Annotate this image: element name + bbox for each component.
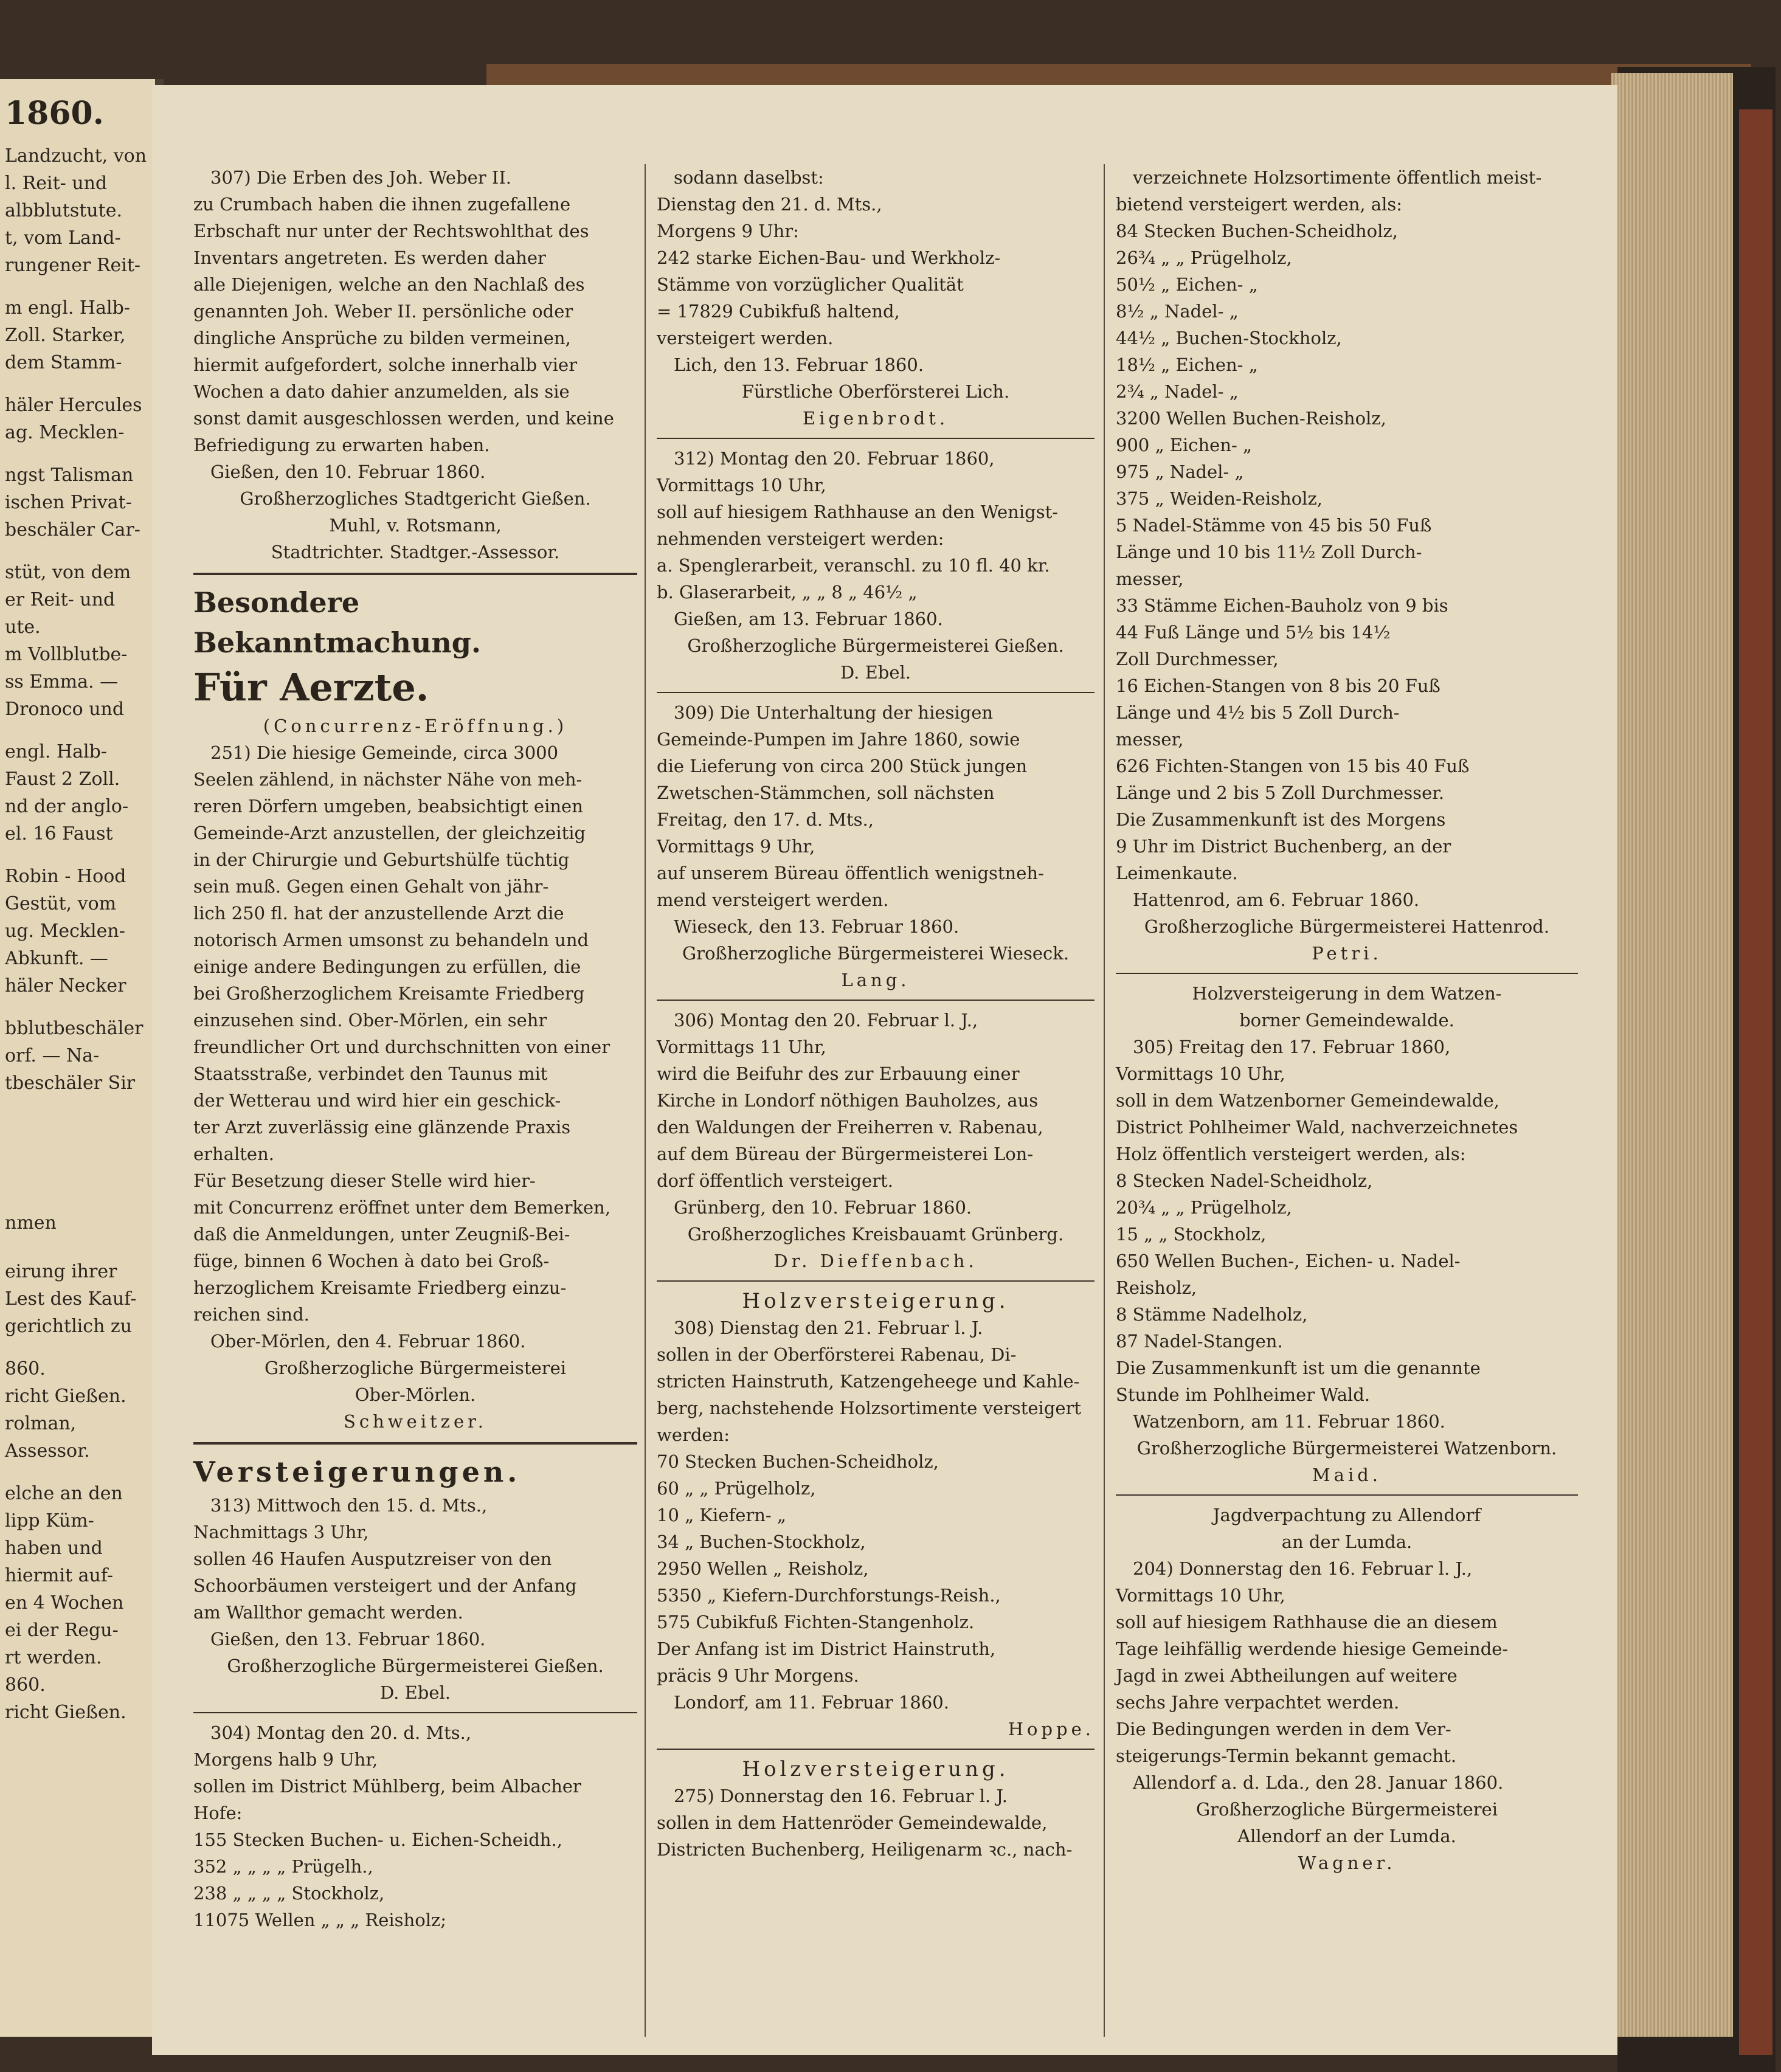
text-line: 44 Fuß Länge und 5½ bis 14½ xyxy=(1116,622,1391,643)
notice-309-signer: Lang. xyxy=(841,970,910,990)
left-page-text-line: rungener Reit- xyxy=(5,255,141,276)
left-page-text-line: Dronoco und xyxy=(5,699,125,720)
text-line: Morgens 9 Uhr: xyxy=(657,221,799,241)
text-line: zu Crumbach haben die ihnen zugefallene xyxy=(193,194,571,215)
text-line: 900 „ Eichen- „ xyxy=(1116,435,1253,455)
separator xyxy=(657,1749,1095,1750)
left-page-text-line: bblutbeschäler xyxy=(5,1018,144,1039)
notice-309 xyxy=(657,699,1095,913)
left-page-fragment xyxy=(0,79,164,2037)
left-page-text-line: t, vom Land- xyxy=(5,227,121,249)
notice-307-authority: Großherzogliches Stadtgericht Gießen. xyxy=(240,488,591,509)
text-line: notorisch Armen umsonst zu behandeln und xyxy=(193,930,589,950)
notice-305-authority: Großherzogliche Bürgermeisterei Watzenborn. xyxy=(1136,1438,1557,1459)
text-line: sonst damit ausgeschlossen werden, und keine xyxy=(193,408,614,429)
text-line: sein muß. Gegen einen Gehalt von jähr- xyxy=(193,876,549,897)
notice-251-authority: Großherzogliche Bürgermeisterei xyxy=(264,1358,567,1378)
text-line: 275) Donnerstag den 16. Februar l. J. xyxy=(674,1786,1008,1806)
text-line: dingliche Ansprüche zu bilden vermeinen, xyxy=(193,328,571,348)
left-page-text-line: rolman, xyxy=(5,1413,77,1434)
watzenborn-heading-line2: borner Gemeindewalde. xyxy=(1239,1010,1454,1031)
text-line: verzeichnete Holzsortimente öffentlich meist- xyxy=(1133,167,1542,188)
text-line: 975 „ Nadel- „ xyxy=(1116,461,1244,482)
text-line: 304) Montag den 20. d. Mts., xyxy=(210,1722,472,1743)
text-line: 309) Die Unterhaltung der hiesigen xyxy=(674,702,994,723)
text-line: steigerungs-Termin bekannt gemacht. xyxy=(1116,1746,1457,1766)
text-line: herzoglichem Kreisamte Friedberg einzu- xyxy=(193,1277,567,1298)
column-divider xyxy=(1104,164,1105,2037)
text-line: 307) Die Erben des Joh. Weber II. xyxy=(210,167,512,188)
page-edges xyxy=(1611,73,1733,2037)
text-line: sechs Jahre verpachtet werden. xyxy=(1116,1692,1400,1713)
text-line: bei Großherzoglichem Kreisamte Friedberg xyxy=(193,983,585,1004)
left-page-text-line: m Vollblutbe- xyxy=(5,644,128,665)
text-line: auf dem Büreau der Bürgermeisterei Lon- xyxy=(657,1144,1034,1164)
text-line: Inventars angetreten. Es werden daher xyxy=(193,247,546,268)
text-line: Hofe: xyxy=(193,1803,243,1823)
left-page-text-line: albblutstute. xyxy=(5,200,122,221)
wood-auction-heading: Holzversteigerung. xyxy=(742,1289,1009,1313)
notice-continued xyxy=(657,164,1095,351)
text-line: werden: xyxy=(657,1424,730,1445)
text-line: ter Arzt zuverlässig eine glänzende Praxis xyxy=(193,1117,571,1138)
text-line: 84 Stecken Buchen-Scheidholz, xyxy=(1116,221,1398,241)
text-line: Staatsstraße, verbindet den Taunus mit xyxy=(193,1063,548,1084)
text-line: 352 „ „ „ „ Prügelh., xyxy=(193,1856,373,1877)
text-line: auf unserem Büreau öffentlich wenigstneh- xyxy=(657,863,1044,883)
separator xyxy=(193,1442,637,1445)
left-page-text-line: ug. Mecklen- xyxy=(5,920,125,942)
text-line: reren Dörfern umgeben, beabsichtigt einen xyxy=(193,796,583,817)
column-1 xyxy=(193,164,637,1933)
left-page-text-line: dem Stamm- xyxy=(5,352,122,373)
text-line: 50½ „ Eichen- „ xyxy=(1116,274,1258,295)
text-line: 155 Stecken Buchen- u. Eichen-Scheidh., xyxy=(193,1829,562,1850)
text-line: messer, xyxy=(1116,568,1184,589)
text-line: wird die Beifuhr des zur Erbauung einer xyxy=(657,1063,1020,1084)
left-page-text-line: Landzucht, von xyxy=(5,145,147,167)
notice-306 xyxy=(657,1007,1095,1194)
text-line: den Waldungen der Freiherren v. Rabenau, xyxy=(657,1117,1043,1138)
special-heading: Besondere Bekanntmachung. xyxy=(193,586,481,659)
text-line: sollen in der Oberförsterei Rabenau, Di- xyxy=(657,1344,1017,1365)
text-line: Kirche in Londorf nöthigen Bauholzes, aus xyxy=(657,1090,1039,1111)
separator xyxy=(657,438,1095,439)
left-page-text-line: ag. Mecklen- xyxy=(5,422,125,443)
text-line: messer, xyxy=(1116,729,1184,750)
text-line: Nachmittags 3 Uhr, xyxy=(193,1522,369,1542)
text-line: 8 Stämme Nadelholz, xyxy=(1116,1304,1308,1325)
newspaper-page xyxy=(152,85,1617,2055)
text-line: lich 250 fl. hat der anzustellende Arzt die xyxy=(193,903,564,924)
text-line: Vormittags 11 Uhr, xyxy=(657,1037,826,1057)
text-line: am Wallthor gemacht werden. xyxy=(193,1602,463,1623)
left-page-text-line: ischen Privat- xyxy=(5,492,132,513)
text-line: 26¾ „ „ Prügelholz, xyxy=(1116,247,1292,268)
text-line: Leimenkaute. xyxy=(1116,863,1238,883)
text-line: einige andere Bedingungen zu erfüllen, die xyxy=(193,956,581,977)
text-line: 5 Nadel-Stämme von 45 bis 50 Fuß xyxy=(1116,515,1432,536)
text-line: Freitag, den 17. d. Mts., xyxy=(657,809,874,830)
left-page-text-line: hiermit auf- xyxy=(5,1565,114,1586)
text-line: Zoll Durchmesser, xyxy=(1116,649,1279,669)
notice-204-signer: Wagner. xyxy=(1298,1853,1396,1873)
text-line: 44½ „ Buchen-Stockholz, xyxy=(1116,328,1342,348)
left-page-text-line: el. 16 Faust xyxy=(5,823,113,844)
hunting-lease-heading-line1: Jagdverpachtung zu Allendorf xyxy=(1212,1505,1481,1525)
special-title: Für Aerzte. xyxy=(193,665,429,710)
text-line: sollen 46 Haufen Ausputzreiser von den xyxy=(193,1549,552,1569)
notice-306-authority: Großherzogliches Kreisbauamt Grünberg. xyxy=(687,1224,1064,1245)
text-line: 626 Fichten-Stangen von 15 bis 40 Fuß xyxy=(1116,756,1470,776)
left-page-text-line: Abkunft. — xyxy=(5,948,108,969)
notice-313 xyxy=(193,1492,637,1626)
hunting-lease-heading-line2: an der Lumda. xyxy=(1281,1532,1413,1552)
notice-308-place: Londorf, am 11. Februar 1860. xyxy=(674,1692,949,1713)
text-line: Für Besetzung dieser Stelle wird hier- xyxy=(193,1170,536,1191)
notice-204 xyxy=(1116,1555,1578,1769)
text-line: 204) Donnerstag den 16. Februar l. J., xyxy=(1133,1558,1473,1579)
watzenborn-heading-line1: Holzversteigerung in dem Watzen- xyxy=(1192,983,1502,1004)
text-line: 70 Stecken Buchen-Scheidholz, xyxy=(657,1451,939,1472)
text-line: 306) Montag den 20. Februar l. J., xyxy=(674,1010,978,1031)
text-line: Die Zusammenkunft ist um die genannte xyxy=(1116,1358,1481,1378)
text-line: hiermit aufgefordert, solche innerhalb vier xyxy=(193,354,578,375)
text-line: Stämme von vorzüglicher Qualität xyxy=(657,274,964,295)
text-line: Jagd in zwei Abtheilungen auf weitere xyxy=(1116,1665,1458,1686)
left-page-text-line: gerichtlich zu xyxy=(5,1316,133,1337)
text-line: soll auf hiesigem Rathhause an den Wenigst- xyxy=(657,502,1059,522)
text-line: in der Chirurgie und Geburtshülfe tüchtig xyxy=(193,849,570,870)
text-line: alle Diejenigen, welche an den Nachlaß des xyxy=(193,274,585,295)
notice-313-place: Gießen, den 13. Februar 1860. xyxy=(210,1629,486,1649)
text-line: freundlicher Ort und durchschnitten von einer xyxy=(193,1037,610,1057)
column-3 xyxy=(1116,164,1578,1876)
text-line: 87 Nadel-Stangen. xyxy=(1116,1331,1283,1352)
text-line: 60 „ „ Prügelholz, xyxy=(657,1478,816,1499)
left-page-text-line: stüt, von dem xyxy=(5,562,131,583)
special-subtitle: (Concurrenz-Eröffnung.) xyxy=(263,716,568,736)
text-line: 20¾ „ „ Prügelholz, xyxy=(1116,1197,1292,1218)
text-line: Die Zusammenkunft ist des Morgens xyxy=(1116,809,1446,830)
text-line: Gemeinde-Arzt anzustellen, der gleichzeitig xyxy=(193,823,586,843)
text-line: 238 „ „ „ „ Stockholz, xyxy=(193,1883,385,1904)
text-line: füge, binnen 6 Wochen à dato bei Groß- xyxy=(193,1251,550,1271)
separator xyxy=(657,692,1095,693)
text-line: Vormittags 10 Uhr, xyxy=(1116,1063,1285,1084)
text-line: Tage leihfällig werdende hiesige Gemeinde- xyxy=(1116,1639,1509,1659)
text-line: der Wetterau und wird hier ein geschick- xyxy=(193,1090,561,1111)
notice-313-signer: D. Ebel. xyxy=(379,1682,451,1703)
text-line: Reisholz, xyxy=(1116,1277,1197,1298)
text-line: Länge und 2 bis 5 Zoll Durchmesser. xyxy=(1116,782,1445,803)
text-line: mit Concurrenz eröffnet unter dem Bemerken, xyxy=(193,1197,611,1218)
left-page-text-line: tbeschäler Sir xyxy=(5,1072,136,1094)
left-page-text-line: richt Gießen. xyxy=(5,1386,126,1407)
text-line: 8 Stecken Nadel-Scheidholz, xyxy=(1116,1170,1373,1191)
text-line: Dienstag den 21. d. Mts., xyxy=(657,194,882,215)
left-page-text-line: rt werden. xyxy=(5,1647,102,1668)
notice-307-signers: Muhl, v. Rotsmann, xyxy=(329,515,502,536)
text-line: Erbschaft nur unter der Rechtswohlthat des xyxy=(193,221,589,241)
notice-305 xyxy=(1116,1034,1578,1408)
left-page-text-line: elche an den xyxy=(5,1483,123,1504)
text-line: 10 „ Kiefern- „ xyxy=(657,1505,786,1525)
text-line: Districten Buchenberg, Heiligenarm ꝛc., nach- xyxy=(657,1839,1073,1860)
notice-204-place: Allendorf a. d. Lda., den 28. Januar 1860. xyxy=(1133,1772,1504,1793)
text-line: Zwetschen-Stämmchen, soll nächsten xyxy=(657,782,995,803)
wood-auction-heading-2: Holzversteigerung. xyxy=(742,1757,1009,1781)
notice-251 xyxy=(193,739,637,1328)
text-line: Länge und 10 bis 11½ Zoll Durch- xyxy=(1116,542,1422,562)
text-line: Stunde im Pohlheimer Wald. xyxy=(1116,1384,1371,1405)
text-line: 5350 „ Kiefern-Durchforstungs-Reish., xyxy=(657,1585,1001,1606)
notice-275-authority: Großherzogliche Bürgermeisterei Hattenrod. xyxy=(1144,916,1550,937)
left-page-text-line: häler Hercules xyxy=(5,395,142,416)
text-line: b. Glaserarbeit, „ „ 8 „ 46½ „ xyxy=(657,582,918,603)
text-line: Der Anfang ist im District Hainstruth, xyxy=(657,1639,996,1659)
left-page-text-line: haben und xyxy=(5,1538,103,1559)
left-page-text-line: ute. xyxy=(5,616,41,638)
notice-307-place: Gießen, den 10. Februar 1860. xyxy=(210,461,486,482)
notice-312 xyxy=(657,445,1095,606)
text-line: soll auf hiesigem Rathhause die an diesem xyxy=(1116,1612,1498,1632)
text-line: 650 Wellen Buchen-, Eichen- u. Nadel- xyxy=(1116,1251,1461,1271)
text-line: sollen in dem Hattenröder Gemeindewalde, xyxy=(657,1812,1048,1833)
book-spine xyxy=(1739,109,1772,2055)
text-line: Vormittags 10 Uhr, xyxy=(657,475,826,496)
notice-275-continued xyxy=(1116,164,1578,886)
notice-204-authority: Großherzogliche Bürgermeisterei xyxy=(1195,1799,1498,1820)
text-line: 2950 Wellen „ Reisholz, xyxy=(657,1558,869,1579)
separator xyxy=(657,1280,1095,1282)
text-line: versteigert werden. xyxy=(657,328,834,348)
left-page-text-line: Robin - Hood xyxy=(5,866,126,887)
notice-309-place: Wieseck, den 13. Februar 1860. xyxy=(674,916,960,937)
text-line: soll in dem Watzenborner Gemeindewalde, xyxy=(1116,1090,1499,1111)
text-line: 18½ „ Eichen- „ xyxy=(1116,354,1258,375)
text-line: Länge und 4½ bis 5 Zoll Durch- xyxy=(1116,702,1400,723)
notice-lich-place: Lich, den 13. Februar 1860. xyxy=(674,354,924,375)
separator xyxy=(193,1712,637,1713)
text-line: District Pohlheimer Wald, nachverzeichnetes xyxy=(1116,1117,1518,1138)
notice-312-authority: Großherzogliche Bürgermeisterei Gießen. xyxy=(687,635,1064,656)
left-page-text-line: ss Emma. — xyxy=(5,671,119,692)
text-line: 251) Die hiesige Gemeinde, circa 3000 xyxy=(210,742,559,763)
text-line: 33 Stämme Eichen-Bauholz von 9 bis xyxy=(1116,595,1448,616)
text-line: Wochen a dato dahier anzumelden, als sie xyxy=(193,381,570,402)
notice-307-titles: Stadtrichter. Stadtger.-Assessor. xyxy=(271,542,560,562)
column-2 xyxy=(657,164,1095,1863)
left-page-text-line: 860. xyxy=(5,1358,46,1380)
text-line: die Lieferung von circa 200 Stück jungen xyxy=(657,756,1028,776)
text-line: 3200 Wellen Buchen-Reisholz, xyxy=(1116,408,1386,429)
notice-275-place: Hattenrod, am 6. Februar 1860. xyxy=(1133,889,1420,910)
notice-251-place: Ober-Mörlen, den 4. Februar 1860. xyxy=(210,1331,526,1352)
notice-251-signer: Schweitzer. xyxy=(343,1411,488,1432)
left-page-text-line: Faust 2 Zoll. xyxy=(5,768,120,790)
separator xyxy=(193,573,637,575)
text-line: erhalten. xyxy=(193,1144,274,1164)
notice-306-place: Grünberg, den 10. Februar 1860. xyxy=(674,1197,972,1218)
column-divider xyxy=(645,164,646,2037)
notice-275 xyxy=(657,1783,1095,1863)
text-line: bietend versteigert werden, als: xyxy=(1116,194,1403,215)
notice-312-signer: D. Ebel. xyxy=(840,662,911,683)
text-line: 15 „ „ Stockholz, xyxy=(1116,1224,1267,1245)
text-line: sodann daselbst: xyxy=(674,167,824,188)
text-line: genannten Joh. Weber II. persönliche oder xyxy=(193,301,573,322)
notice-204-town: Allendorf an der Lumda. xyxy=(1237,1826,1456,1846)
text-line: berg, nachstehende Holzsortimente versteigert xyxy=(657,1398,1082,1418)
text-line: Vormittags 9 Uhr, xyxy=(657,836,815,857)
text-line: einzusehen sind. Ober-Mörlen, ein sehr xyxy=(193,1010,547,1031)
text-line: 308) Dienstag den 21. Februar l. J. xyxy=(674,1317,983,1338)
text-line: 313) Mittwoch den 15. d. Mts., xyxy=(210,1495,488,1516)
notice-251-town: Ober-Mörlen. xyxy=(354,1384,476,1405)
text-line: 305) Freitag den 17. Februar 1860, xyxy=(1133,1037,1451,1057)
text-line: 9 Uhr im District Buchenberg, an der xyxy=(1116,836,1451,857)
text-line: = 17829 Cubikfuß haltend, xyxy=(657,301,900,322)
left-page-text-line: m engl. Halb- xyxy=(5,297,130,319)
left-page-text-line: en 4 Wochen xyxy=(5,1592,124,1614)
text-line: Vormittags 10 Uhr, xyxy=(1116,1585,1285,1606)
text-line: nehmenden versteigert werden: xyxy=(657,528,944,549)
notice-275-signer: Petri. xyxy=(1312,943,1382,964)
left-page-text-line: Lest des Kauf- xyxy=(5,1288,137,1310)
notice-306-signer: Dr. Dieffenbach. xyxy=(773,1251,978,1271)
notice-304 xyxy=(193,1719,637,1933)
notice-309-authority: Großherzogliche Bürgermeisterei Wieseck. xyxy=(682,943,1070,964)
text-line: 312) Montag den 20. Februar 1860, xyxy=(674,448,995,469)
left-page-text-line: er Reit- und xyxy=(5,589,116,610)
text-line: 242 starke Eichen-Bau- und Werkholz- xyxy=(657,247,1001,268)
text-line: Holz öffentlich versteigert werden, als: xyxy=(1116,1144,1466,1164)
left-page-text-line: nd der anglo- xyxy=(5,796,129,817)
text-line: Gemeinde-Pumpen im Jahre 1860, sowie xyxy=(657,729,1020,750)
notice-313-authority: Großherzogliche Bürgermeisterei Gießen. xyxy=(227,1656,604,1676)
text-line: Morgens halb 9 Uhr, xyxy=(193,1749,378,1770)
text-line: dorf öffentlich versteigert. xyxy=(657,1170,893,1191)
left-page-text-line: beschäler Car- xyxy=(5,519,140,540)
notice-307 xyxy=(193,164,637,458)
notice-305-place: Watzenborn, am 11. Februar 1860. xyxy=(1133,1411,1445,1432)
text-line: a. Spenglerarbeit, veranschl. zu 10 fl. 40 kr. xyxy=(657,555,1050,576)
text-line: sollen im District Mühlberg, beim Albacher xyxy=(193,1776,581,1797)
text-line: Schoorbäumen versteigert und der Anfang xyxy=(193,1575,577,1596)
text-line: Befriedigung zu erwarten haben. xyxy=(193,435,490,455)
left-page-text-line: engl. Halb- xyxy=(5,741,107,762)
auctions-heading: Versteigerungen. xyxy=(193,1456,521,1488)
left-page-text-line: 1860. xyxy=(5,95,104,132)
left-page-text-line: häler Necker xyxy=(5,975,126,996)
text-line: Seelen zählend, in nächster Nähe von meh- xyxy=(193,769,583,790)
text-line: 2¾ „ Nadel- „ xyxy=(1116,381,1239,402)
text-line: 11075 Wellen „ „ „ Reisholz; xyxy=(193,1910,447,1930)
notice-lich-authority: Fürstliche Oberförsterei Lich. xyxy=(741,381,1010,402)
text-line: 575 Cubikfuß Fichten-Stangenholz. xyxy=(657,1612,975,1632)
left-page-text-line: lipp Küm- xyxy=(5,1510,94,1532)
notice-lich-signer: Eigenbrodt. xyxy=(802,408,949,429)
notice-312-place: Gießen, am 13. Februar 1860. xyxy=(674,609,943,629)
text-line: mend versteigert werden. xyxy=(657,889,889,910)
notice-308 xyxy=(657,1314,1095,1689)
text-line: 8½ „ Nadel- „ xyxy=(1116,301,1239,322)
notice-305-signer: Maid. xyxy=(1312,1465,1382,1485)
text-line: 375 „ Weiden-Reisholz, xyxy=(1116,488,1323,509)
text-line: 16 Eichen-Stangen von 8 bis 20 Fuß xyxy=(1116,675,1440,696)
left-page-text-line: orf. — Na- xyxy=(5,1045,100,1066)
text-line: stricten Hainstruth, Katzengeheege und Kahle- xyxy=(657,1371,1080,1392)
left-page-text-line: Zoll. Starker, xyxy=(5,325,126,346)
separator xyxy=(1116,973,1578,974)
left-page-text-line: Assessor. xyxy=(5,1440,90,1462)
text-line: 34 „ Buchen-Stockholz, xyxy=(657,1532,866,1552)
text-line: präcis 9 Uhr Morgens. xyxy=(657,1665,859,1686)
left-page-text-line: ngst Talisman xyxy=(5,464,134,486)
left-page-text-line: Gestüt, vom xyxy=(5,893,117,914)
text-line: reichen sind. xyxy=(193,1304,310,1325)
left-page-text-line: nmen xyxy=(5,1212,57,1234)
separator xyxy=(657,1000,1095,1001)
text-line: daß die Anmeldungen, unter Zeugniß-Bei- xyxy=(193,1224,570,1245)
notice-308-signer: Hoppe. xyxy=(1008,1719,1095,1739)
separator xyxy=(1116,1494,1578,1496)
left-page-text-line: richt Gießen. xyxy=(5,1702,126,1723)
left-page-text-line: l. Reit- und xyxy=(5,173,108,194)
left-page-text-line: ei der Regu- xyxy=(5,1620,119,1641)
left-page-text-line: 860. xyxy=(5,1674,46,1696)
left-page-text-line: eirung ihrer xyxy=(5,1261,117,1282)
text-line: Die Bedingungen werden in dem Ver- xyxy=(1116,1719,1451,1739)
